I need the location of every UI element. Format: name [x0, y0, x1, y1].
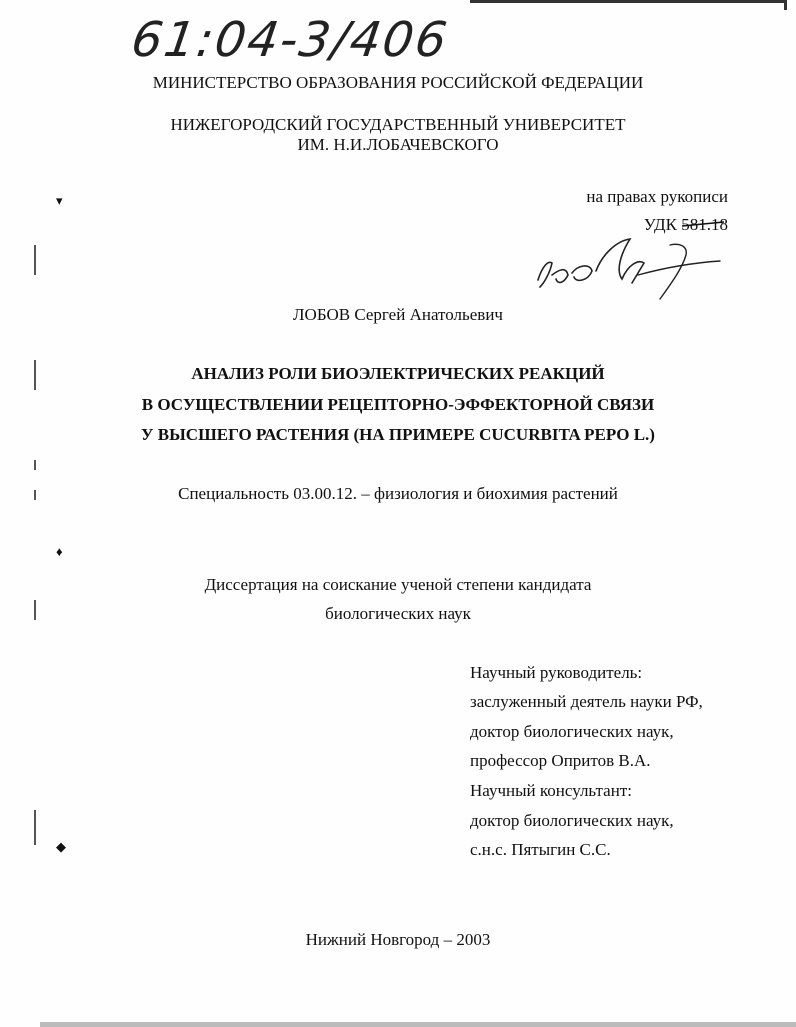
thesis-title-line: У ВЫСШЕГО РАСТЕНИЯ (НА ПРИМЕРЕ CUCURBITA PEPO L.)	[141, 425, 655, 444]
advisor-line: заслуженный деятель науки РФ,	[470, 692, 703, 711]
university-heading: НИЖЕГОРОДСКИЙ ГОСУДАРСТВЕННЫЙ УНИВЕРСИТЕТ	[170, 115, 626, 134]
advisor-line: доктор биологических наук,	[470, 722, 674, 741]
signature	[520, 225, 730, 305]
dissertation-line: биологических наук	[325, 604, 471, 623]
dissertation-line: Диссертация на соискание ученой степени кандидата	[204, 575, 592, 594]
archive-stamp: 61:04-3/406	[128, 12, 452, 68]
binding-mark	[34, 245, 36, 275]
city-year: Нижний Новгород – 2003	[305, 930, 491, 949]
author-name: ЛОБОВ Сергей Анатольевич	[293, 305, 503, 324]
university-name: ИМ. Н.И.ЛОБАЧЕВСКОГО	[297, 135, 499, 154]
advisor-line: Научный консультант:	[470, 781, 632, 800]
scan-edge-right	[784, 0, 787, 10]
thesis-title-line: АНАЛИЗ РОЛИ БИОЭЛЕКТРИЧЕСКИХ РЕАКЦИЙ	[191, 364, 605, 383]
punch-mark-icon: ◆	[56, 839, 66, 854]
ministry-heading: МИНИСТЕРСТВО ОБРАЗОВАНИЯ РОССИЙСКОЙ ФЕДЕРАЦИИ	[152, 73, 644, 92]
udk-code: УДК 581.18	[643, 215, 728, 234]
thesis-title-line: В ОСУЩЕСТВЛЕНИИ РЕЦЕПТОРНО-ЭФФЕКТОРНОЙ СВЯЗИ	[141, 395, 655, 414]
punch-mark-icon: ▾	[56, 193, 63, 208]
advisor-line: Научный руководитель:	[470, 663, 643, 682]
manuscript-note: на правах рукописи	[586, 187, 728, 206]
scan-edge-top	[470, 0, 786, 3]
advisor-line: с.н.с. Пятыгин С.С.	[470, 840, 611, 859]
punch-mark-icon: ♦	[56, 544, 63, 559]
advisor-line: доктор биологических наук,	[470, 811, 674, 830]
binding-mark	[34, 810, 36, 845]
advisor-line: профессор Опритов В.А.	[470, 751, 651, 770]
specialty-line: Специальность 03.00.12. – физиология и биохимия растений	[178, 484, 618, 503]
scan-edge-bottom	[40, 1022, 796, 1027]
binding-mark	[34, 460, 36, 470]
